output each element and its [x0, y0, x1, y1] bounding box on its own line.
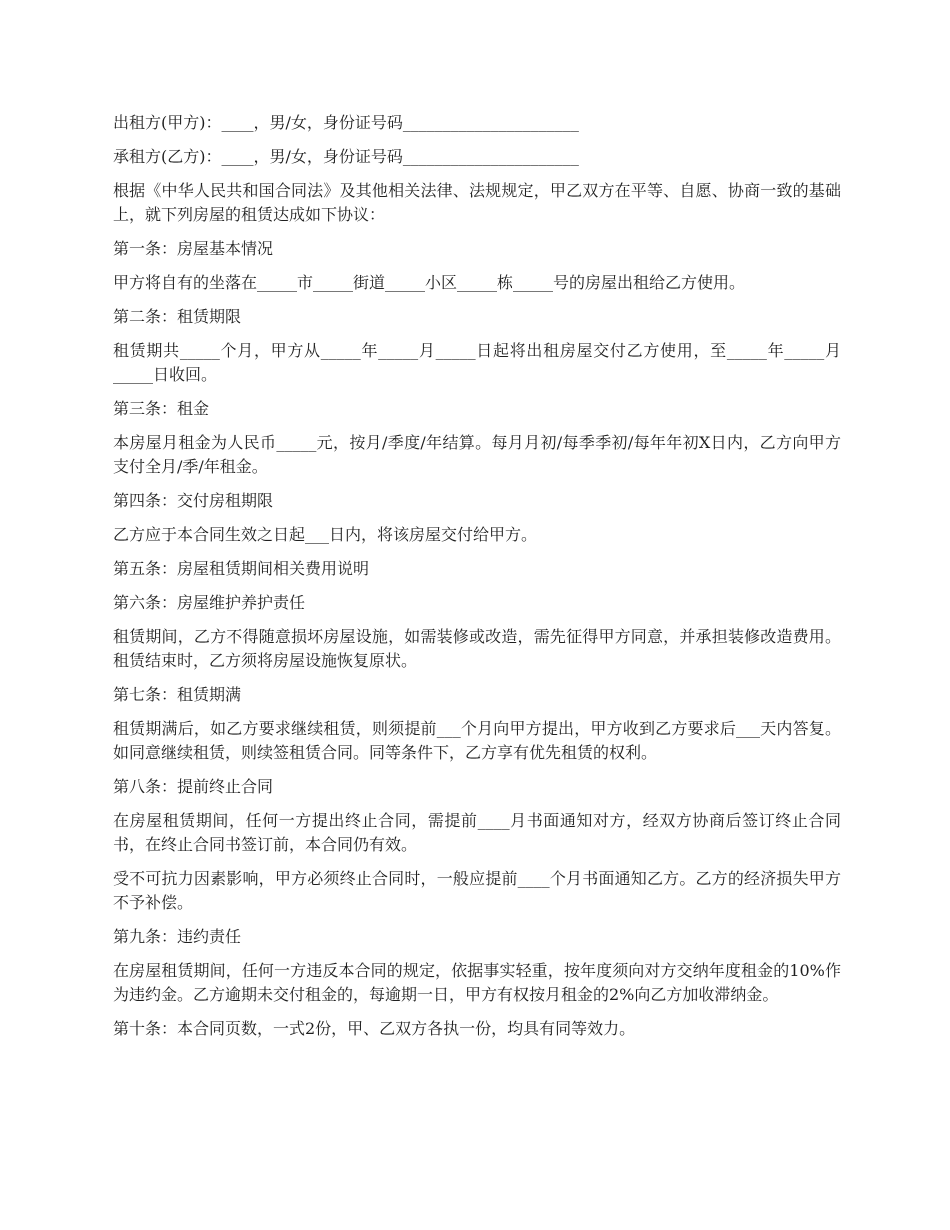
article-5-heading: 第五条：房屋租赁期间相关费用说明	[113, 559, 370, 578]
lessee-line: 承租方(乙方)：____，男/女，身份证号码______________________	[113, 147, 579, 166]
article-8-heading: 第八条：提前终止合同	[113, 777, 274, 796]
article-3-heading: 第三条：租金	[113, 399, 210, 418]
article-8-text-2: 受不可抗力因素影响，甲方必须终止合同时，一般应提前____个月书面通知乙方。乙方的经济损失甲方不予补偿。	[113, 869, 841, 912]
article-9-text: 在房屋租赁期间，任何一方违反本合同的规定，依据事实轻重，按年度须向对方交纳年度租金的10%作为违约金。乙方逾期未交付租金的，每逾期一日，甲方有权按月租金的2%向乙方加收滞纳金。	[113, 961, 841, 1004]
article-4-text: 乙方应于本合同生效之日起___日内，将该房屋交付给甲方。	[113, 525, 538, 544]
article-6-heading: 第六条：房屋维护养护责任	[113, 593, 306, 612]
article-6-text: 租赁期间，乙方不得随意损坏房屋设施，如需装修或改造，需先征得甲方同意，并承担装修改造费用。租赁结束时，乙方须将房屋设施恢复原状。	[113, 627, 841, 670]
article-3-text: 本房屋月租金为人民币_____元，按月/季度/年结算。每月月初/每季季初/每年年初X日内，乙方向甲方支付全月/季/年租金。	[113, 433, 841, 476]
article-7-text: 租赁期满后，如乙方要求继续租赁，则须提前___个月向甲方提出，甲方收到乙方要求后___天内答复。如同意继续租赁，则续签租赁合同。同等条件下，乙方享有优先租赁的权利。	[113, 719, 841, 762]
article-8-text-1: 在房屋租赁期间，任何一方提出终止合同，需提前____月书面通知对方，经双方协商后签订终止合同书，在终止合同书签订前，本合同仍有效。	[113, 811, 841, 854]
article-4-heading: 第四条：交付房租期限	[113, 491, 274, 510]
preamble-paragraph: 根据《中华人民共和国合同法》及其他相关法律、法规规定，甲乙双方在平等、自愿、协商一致的基础上，就下列房屋的租赁达成如下协议：	[113, 181, 841, 224]
article-9-heading: 第九条：违约责任	[113, 927, 242, 946]
contract-body	[113, 111, 841, 1051]
article-10-text: 第十条：本合同页数，一式2份，甲、乙双方各执一份，均具有同等效力。	[113, 1019, 636, 1038]
article-7-heading: 第七条：租赁期满	[113, 685, 242, 704]
lessor-line: 出租方(甲方)：____，男/女，身份证号码______________________	[113, 113, 579, 132]
article-2-text: 租赁期共_____个月，甲方从_____年_____月_____日起将出租房屋交付乙方使用，至_____年_____月_____日收回。	[113, 341, 841, 384]
article-2-heading: 第二条：租赁期限	[113, 307, 242, 326]
article-1-heading: 第一条：房屋基本情况	[113, 239, 274, 258]
article-1-text: 甲方将自有的坐落在_____市_____街道_____小区_____栋_____号的房屋出租给乙方使用。	[113, 273, 746, 292]
